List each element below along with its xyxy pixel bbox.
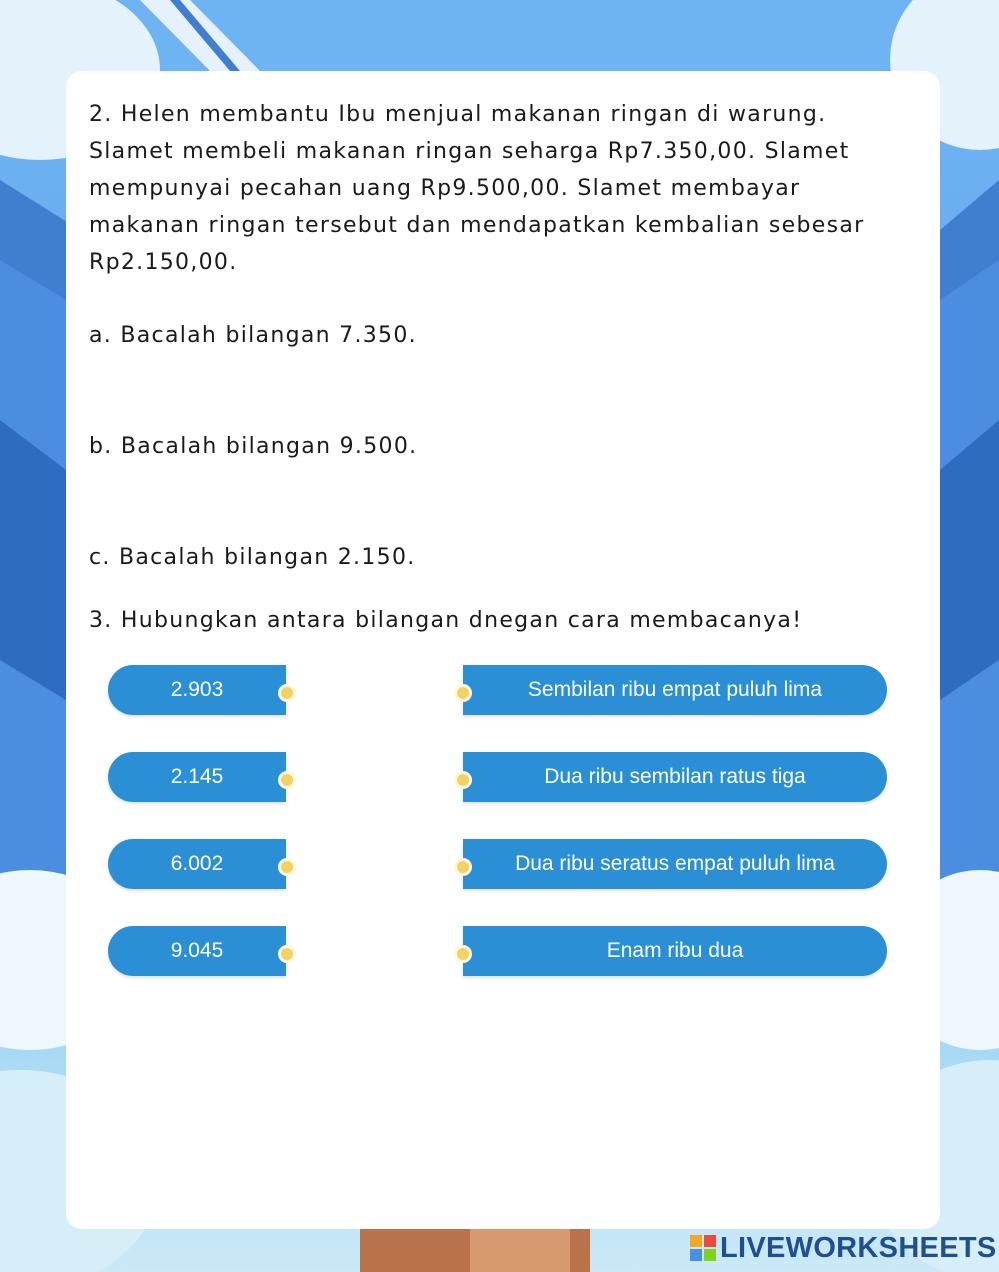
question-2-line-1: 2. Helen membantu Ibu menjual makanan ringan di warung. (89, 102, 827, 127)
question-2a: a. Bacalah bilangan 7.350. (89, 323, 417, 348)
connector-dot-left[interactable] (278, 684, 296, 702)
question-2-line-5: Rp2.150,00. (89, 250, 238, 275)
connector-dot-left[interactable] (278, 858, 296, 876)
number-pill[interactable]: 6.002 (108, 839, 286, 889)
connector-dot-left[interactable] (278, 945, 296, 963)
number-pill[interactable]: 2.903 (108, 665, 286, 715)
connector-dot-right[interactable] (454, 771, 472, 789)
connector-dot-right[interactable] (454, 858, 472, 876)
question-2c: c. Bacalah bilangan 2.150. (89, 545, 416, 570)
question-2-line-3: mempunyai pecahan uang Rp9.500,00. Slamet membayar (89, 176, 801, 201)
question-2b: b. Bacalah bilangan 9.500. (89, 434, 418, 459)
number-pill[interactable]: 2.145 (108, 752, 286, 802)
question-3-prompt: 3. Hubungkan antara bilangan dnegan cara membacanya! (89, 608, 803, 633)
connector-dot-right[interactable] (454, 684, 472, 702)
question-2-line-2: Slamet membeli makanan ringan seharga Rp7.350,00. Slamet (89, 139, 850, 164)
connector-dot-right[interactable] (454, 945, 472, 963)
reading-pill[interactable]: Enam ribu dua (463, 926, 887, 976)
logo-icon (690, 1235, 716, 1261)
connector-dot-left[interactable] (278, 771, 296, 789)
reading-pill[interactable]: Sembilan ribu empat puluh lima (463, 665, 887, 715)
reading-pill[interactable]: Dua ribu seratus empat puluh lima (463, 839, 887, 889)
number-pill[interactable]: 9.045 (108, 926, 286, 976)
liveworksheets-logo[interactable] (690, 1232, 997, 1264)
reading-pill[interactable]: Dua ribu sembilan ratus tiga (463, 752, 887, 802)
logo-text: LIVEWORKSHEETS (720, 1231, 997, 1264)
question-2-line-4: makanan ringan tersebut dan mendapatkan kembalian sebesar (89, 213, 865, 238)
